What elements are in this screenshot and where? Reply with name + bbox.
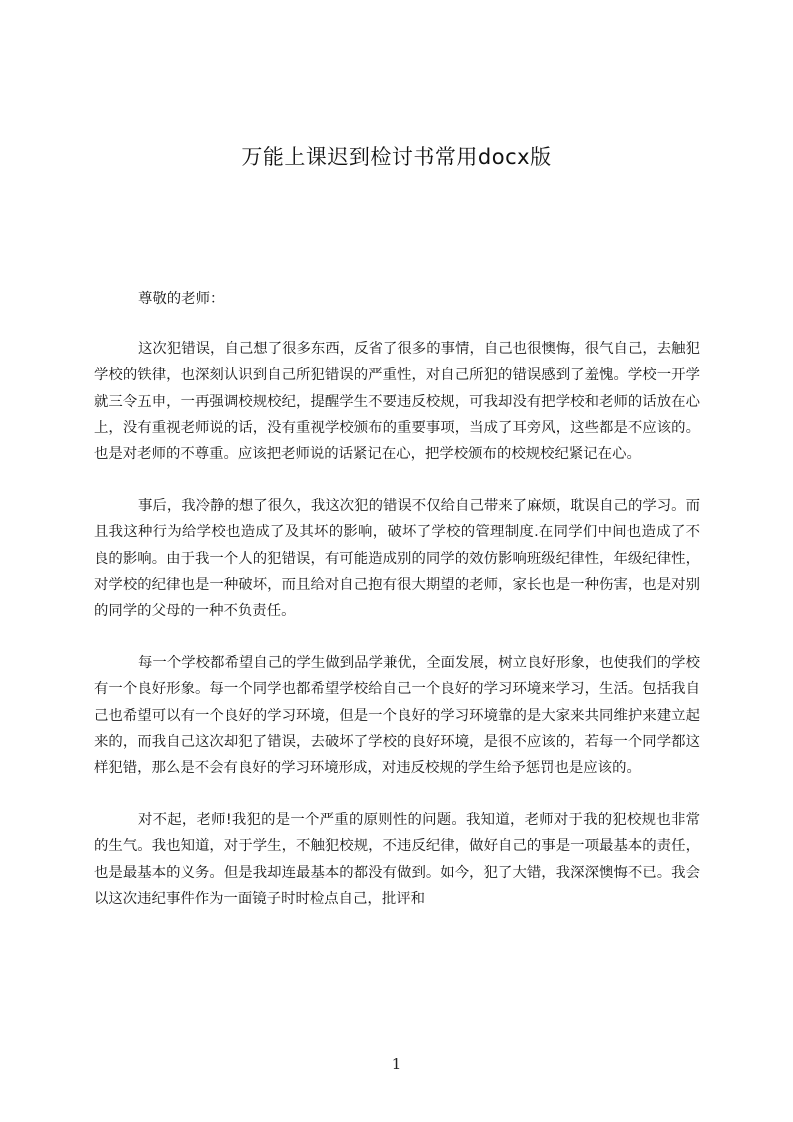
salutation: 尊敬的老师： [138,291,225,307]
document-body [94,286,700,912]
document-title: 万能上课迟到检讨书常用docx版 [241,145,552,169]
page-number: 1 [391,1055,402,1073]
paragraph-1: 这次犯错误，自己想了很多东西，反省了很多的事情，自己也很懊悔，很气自己，去触犯学校的铁律，也深刻认识到自己所犯错误的严重性，对自己所犯的错误感到了羞愧。学校一开学就三令五申，一再强调校规校纪，提醒学生不要违反校规，可我却没有把学校和老师的话放在心上，没有重视老师说的话，没有重视学校颁布的重要事项，当成了耳旁风，这些都是不应该的。也是对老师的不尊重。应该把老师说的话紧记在心，把学校颁布的校规校纪紧记在心。 [94,341,700,463]
paragraph-4: 对不起，老师!我犯的是一个严重的原则性的问题。我知道，老师对于我的犯校规也非常的生气。我也知道，对于学生，不触犯校规，不违反纪律，做好自己的事是一项最基本的责任，也是最基本的义务。但是我却连最基本的都没有做到。如今，犯了大错，我深深懊悔不已。我会以这次违纪事件作为一面镜子时时检点自己，批评和 [94,812,700,907]
paragraph-3: 每一个学校都希望自己的学生做到品学兼优，全面发展，树立良好形象，也使我们的学校有一个良好形象。每一个同学也都希望学校给自己一个良好的学习环境来学习，生活。包括我自己也希望可以有一个良好的学习环境，但是一个良好的学习环境靠的是大家来共同维护来建立起来的，而我自己这次却犯了错误，去破坏了学校的良好环境，是很不应该的，若每一个同学都这样犯错，那么是不会有良好的学习环境形成，对违反校规的学生给予惩罚也是应该的。 [94,655,700,777]
paragraph-2: 事后，我冷静的想了很久，我这次犯的错误不仅给自己带来了麻烦，耽误自己的学习。而且我这种行为给学校也造成了及其坏的影响，破坏了学校的管理制度.在同学们中间也造成了不良的影响。由于我一个人的犯错误，有可能造成别的同学的效仿影响班级纪律性，年级纪律性，对学校的纪律也是一种破坏，而且给对自己抱有很大期望的老师，家长也是一种伤害，也是对别的同学的父母的一种不负责任。 [94,498,700,620]
